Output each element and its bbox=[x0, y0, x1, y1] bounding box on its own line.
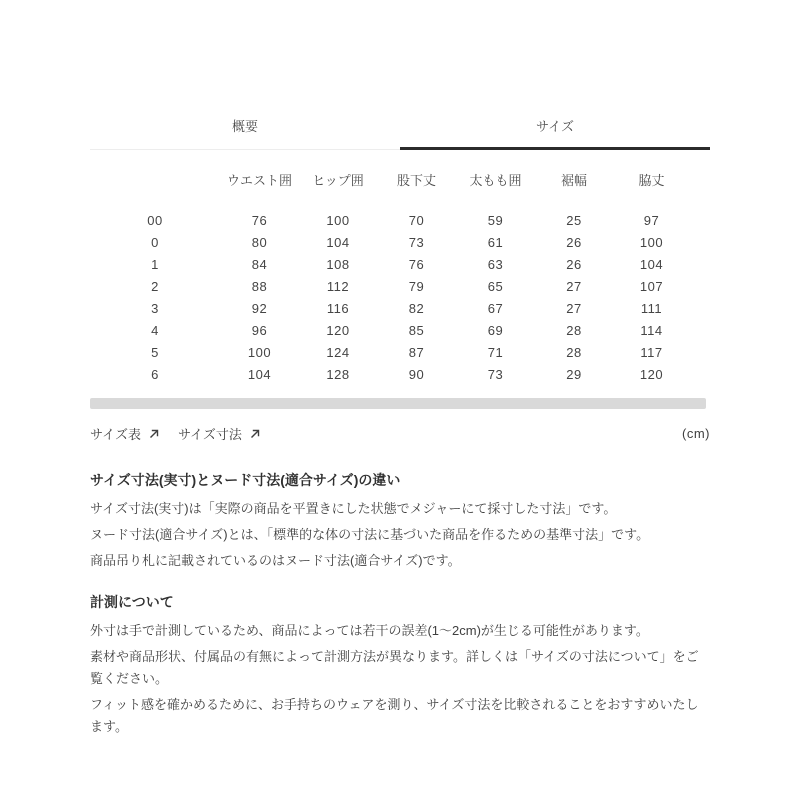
value-cell: 114 bbox=[640, 322, 663, 338]
column-header: 股下丈 bbox=[396, 173, 436, 188]
size-chart-link[interactable] bbox=[90, 424, 160, 443]
size-label-cell: 2 bbox=[151, 278, 159, 294]
table-row bbox=[90, 275, 690, 297]
value-cell: 128 bbox=[326, 366, 350, 382]
value-cell: 92 bbox=[251, 300, 268, 316]
table-row bbox=[90, 319, 690, 341]
table-row bbox=[90, 297, 690, 319]
section-paragraph: 素材や商品形状、付属品の有無によって計測方法が異なります。詳しくは「サイズの寸法について」をご覧ください。 bbox=[90, 649, 699, 686]
size-label-cell: 00 bbox=[147, 212, 163, 228]
tab-overview-label: 概要 bbox=[231, 119, 258, 134]
value-cell: 73 bbox=[408, 234, 425, 250]
table-row bbox=[90, 253, 690, 275]
column-header: ウエスト囲 bbox=[226, 173, 292, 188]
value-cell: 104 bbox=[247, 366, 272, 382]
value-cell: 100 bbox=[639, 234, 664, 250]
value-cell: 73 bbox=[487, 366, 504, 382]
value-cell: 87 bbox=[408, 344, 425, 360]
size-label-cell: 3 bbox=[151, 300, 159, 316]
external-link-arrow-icon bbox=[148, 428, 160, 440]
table-row bbox=[90, 231, 690, 253]
column-header: 脇丈 bbox=[638, 173, 665, 188]
value-cell: 100 bbox=[326, 212, 350, 228]
value-cell: 90 bbox=[408, 366, 425, 382]
section-heading: サイズ寸法(実寸)とヌード寸法(適合サイズ)の違い bbox=[90, 472, 401, 488]
links-row bbox=[90, 424, 710, 443]
value-cell: 85 bbox=[408, 322, 425, 338]
section-heading: 計測について bbox=[90, 594, 174, 610]
table-row bbox=[90, 341, 690, 363]
table-row bbox=[90, 209, 690, 231]
external-link-arrow-icon bbox=[249, 428, 261, 440]
value-cell: 97 bbox=[643, 212, 660, 228]
section-size-vs-nude bbox=[90, 470, 710, 572]
value-cell: 28 bbox=[566, 344, 582, 360]
tab-overview[interactable] bbox=[90, 104, 400, 150]
value-cell: 27 bbox=[566, 278, 582, 294]
section-paragraph: フィット感を確かめるために、お手持ちのウェアを測り、サイズ寸法を比較されることをおすすめいたします。 bbox=[90, 697, 699, 734]
value-cell: 107 bbox=[639, 278, 664, 294]
size-label-cell: 0 bbox=[151, 234, 159, 250]
value-cell: 104 bbox=[639, 256, 664, 272]
value-cell: 76 bbox=[408, 256, 425, 272]
unit-label: (cm) bbox=[682, 426, 710, 441]
table-row bbox=[90, 363, 690, 385]
value-cell: 96 bbox=[251, 322, 268, 338]
value-cell: 100 bbox=[247, 344, 272, 360]
section-paragraph: 商品吊り札に記載されているのはヌード寸法(適合サイズ)です。 bbox=[90, 553, 461, 568]
value-cell: 108 bbox=[326, 256, 350, 272]
value-cell: 124 bbox=[326, 344, 350, 360]
value-cell: 111 bbox=[640, 300, 663, 316]
size-measurement-link[interactable] bbox=[178, 424, 261, 443]
value-cell: 104 bbox=[326, 234, 350, 250]
value-cell: 79 bbox=[408, 278, 425, 294]
value-cell: 76 bbox=[251, 212, 268, 228]
value-cell: 65 bbox=[487, 278, 504, 294]
value-cell: 26 bbox=[566, 234, 582, 250]
size-chart-link-label: サイズ表 bbox=[90, 427, 141, 442]
column-header: 裾幅 bbox=[560, 173, 587, 188]
column-header: ヒップ囲 bbox=[312, 173, 364, 188]
section-measurement bbox=[90, 592, 710, 738]
value-cell: 67 bbox=[487, 300, 504, 316]
value-cell: 112 bbox=[326, 278, 350, 294]
size-label-cell: 4 bbox=[151, 322, 159, 338]
value-cell: 88 bbox=[251, 278, 268, 294]
value-cell: 117 bbox=[640, 344, 663, 360]
value-cell: 28 bbox=[566, 322, 582, 338]
value-cell: 69 bbox=[487, 322, 504, 338]
value-cell: 116 bbox=[326, 300, 350, 316]
value-cell: 70 bbox=[408, 212, 425, 228]
size-table bbox=[90, 158, 690, 385]
size-measurement-link-label: サイズ寸法 bbox=[177, 427, 242, 442]
size-label-cell: 5 bbox=[151, 344, 159, 360]
section-paragraph: ヌード寸法(適合サイズ)とは、「標準的な体の寸法に基づいた商品を作るための基準寸法」です。 bbox=[90, 527, 650, 542]
horizontal-scrollbar-thumb[interactable] bbox=[90, 398, 706, 409]
size-guide-panel bbox=[90, 104, 710, 742]
value-cell: 63 bbox=[487, 256, 504, 272]
size-label-cell: 6 bbox=[151, 366, 159, 382]
value-cell: 84 bbox=[251, 256, 268, 272]
value-cell: 120 bbox=[639, 366, 664, 382]
table-header-row bbox=[90, 158, 690, 209]
section-paragraph: サイズ寸法(実寸)は「実際の商品を平置きにした状態でメジャーにて採寸した寸法」です。 bbox=[90, 501, 617, 516]
value-cell: 25 bbox=[566, 212, 582, 228]
section-paragraph: 外寸は手で計測しているため、商品によっては若干の誤差(1〜2cm)が生じる可能性があります。 bbox=[90, 623, 649, 638]
value-cell: 29 bbox=[566, 366, 582, 382]
value-cell: 71 bbox=[487, 344, 504, 360]
column-header: 太もも囲 bbox=[469, 173, 522, 188]
value-cell: 120 bbox=[326, 322, 350, 338]
size-label-cell: 1 bbox=[151, 256, 159, 272]
value-cell: 59 bbox=[487, 212, 504, 228]
value-cell: 80 bbox=[251, 234, 268, 250]
tab-size-label: サイズ bbox=[536, 119, 574, 134]
size-column-header bbox=[90, 158, 220, 209]
value-cell: 26 bbox=[566, 256, 582, 272]
value-cell: 27 bbox=[566, 300, 582, 316]
tab-bar bbox=[90, 104, 710, 150]
value-cell: 82 bbox=[408, 300, 425, 316]
tab-size[interactable] bbox=[400, 104, 710, 150]
value-cell: 61 bbox=[487, 234, 504, 250]
